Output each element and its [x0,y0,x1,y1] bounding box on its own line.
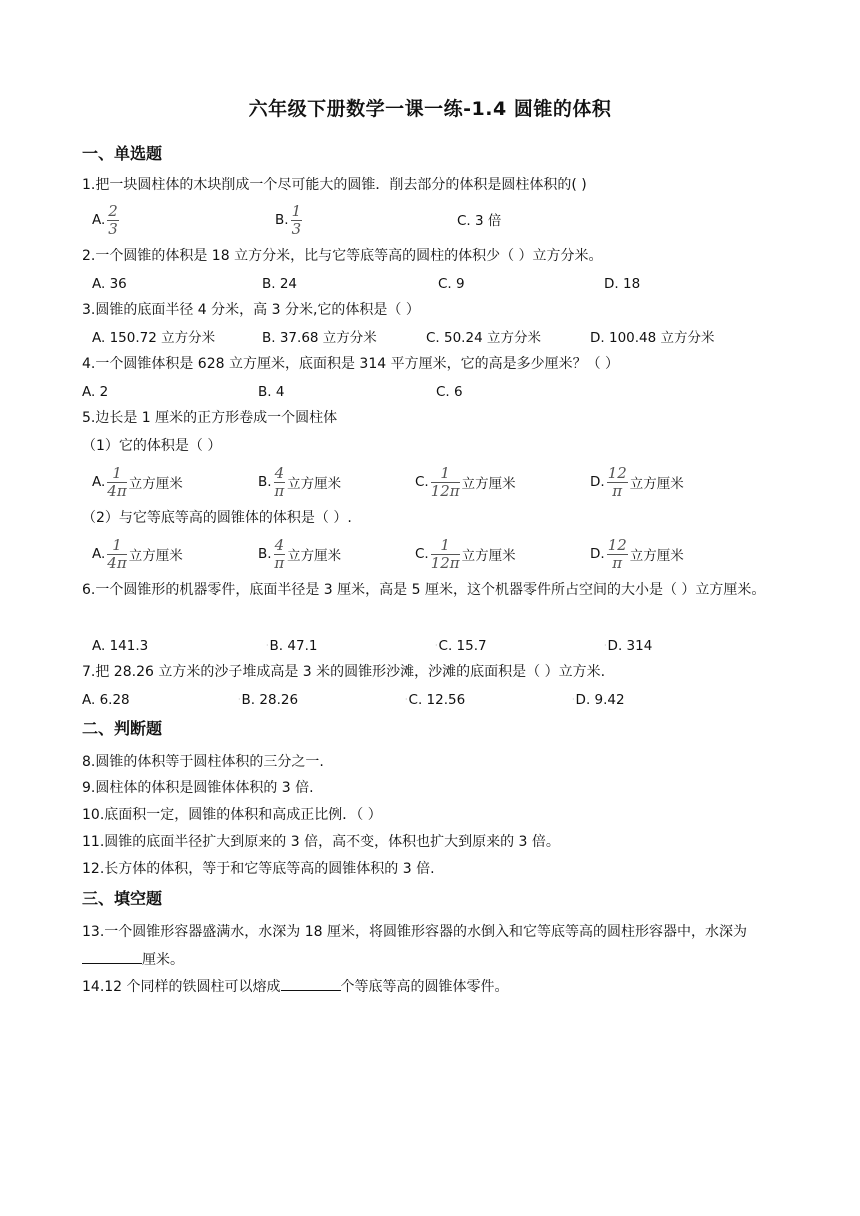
question-1-text: 1.把一块圆柱体的木块削成一个尽可能大的圆锥．削去部分的体积是圆柱体积的( ) [82,177,587,193]
question-6-option-b: ·B. 47.1 [266,638,318,654]
question-7-text: 7.把 28.26 立方米的沙子堆成高是 3 米的圆锥形沙滩，沙滩的底面积是（ ）立方米. [82,664,606,680]
question-7-option-a: A. 6.28 [82,692,130,708]
question-14-text: 14.12 个同样的铁圆柱可以熔成 个等底等高的圆锥体零件。 [82,976,509,997]
question-5-1-option-b: B. $\frac{4}{\pi}$ 立方厘米 [258,463,342,500]
question-4-text: 4.一个圆锥体积是 628 立方厘米，底面积是 314 平方厘米，它的高是多少厘米？（ ） [82,356,620,372]
fraction: $\frac{1}{3}$ [291,201,302,238]
fraction: $\frac{4}{\pi}$ [274,535,285,572]
question-5-2-option-c: C. $\frac{1}{12\pi}$ 立方厘米 [415,535,516,572]
bullet-dot-icon: · [238,695,241,704]
bullet-dot-icon: · [435,641,438,650]
question-3-option-c: C. 50.24 立方分米 [426,330,541,346]
answer-blank[interactable] [281,976,341,991]
question-5-2-option-b: B. $\frac{4}{\pi}$ 立方厘米 [258,535,342,572]
question-2-option-a: A. 36 [92,276,127,292]
question-4-option-b: B. 4 [258,384,285,400]
question-2-option-d: D. 18 [604,276,641,292]
question-1-option-a: A. $\frac{2}{3}$ [92,201,118,238]
question-6-option-c: ·C. 15.7 [435,638,487,654]
question-3-option-a: A. 150.72 立方分米 [92,330,216,346]
section-heading-fill-in: 三、填空题 [82,889,163,908]
question-6-option-a: A. 141.3 [92,638,149,654]
question-3-option-b: B. 37.68 立方分米 [262,330,377,346]
question-7-option-d: ·D. 9.42 [572,692,625,708]
question-7-option-c: ·C. 12.56 [405,692,466,708]
question-3-text: 3.圆锥的底面半径 4 分米，高 3 分米,它的体积是（ ） [82,302,420,318]
question-5-1-option-a: A. $\frac{1}{4\pi}$ 立方厘米 [92,463,183,500]
question-2-option-b: B. 24 [262,276,298,292]
question-6-option-d: ·D. 314 [604,638,653,654]
fraction: $\frac{2}{3}$ [108,201,118,238]
question-7-option-b: ·B. 28.26 [238,692,299,708]
section-heading-single-choice: 一、单选题 [82,144,163,163]
bullet-dot-icon: · [604,641,607,650]
fraction: $\frac{4}{\pi}$ [274,463,285,500]
bullet-dot-icon: · [572,695,575,704]
question-1-option-c: C. 3 倍 [457,213,502,229]
question-11-text: 11.圆锥的底面半径扩大到原来的 3 倍，高不变，体积也扩大到原来的 3 倍。 [82,834,560,850]
question-13-text: 13.一个圆锥形容器盛满水，水深为 18 厘米，将圆锥形容器的水倒入和它等底等高的圆柱形容器中，水深为厘米。 [82,924,747,968]
question-4-option-a: A. 2 [82,384,109,400]
bullet-dot-icon: · [266,641,269,650]
fraction: $\frac{1}{12\pi}$ [430,535,460,572]
question-2-option-c: C. 9 [438,276,465,292]
question-5-1-option-c: C. $\frac{1}{12\pi}$ 立方厘米 [415,463,516,500]
fraction: $\frac{12}{\pi}$ [607,535,627,572]
question-9-text: 9.圆柱体的体积是圆锥体体积的 3 倍. [82,780,314,796]
fraction: $\frac{1}{4\pi}$ [107,535,127,572]
question-12-text: 12.长方体的体积，等于和它等底等高的圆锥体积的 3 倍. [82,861,435,877]
bullet-dot-icon: · [405,695,408,704]
question-5-2-option-a: A. $\frac{1}{4\pi}$ 立方厘米 [92,535,183,572]
section-heading-true-false: 二、判断题 [82,719,163,738]
question-5-sub-1: （1）它的体积是（ ） [82,438,222,454]
question-6-text: 6.一个圆锥形的机器零件，底面半径是 3 厘米，高是 5 厘米，这个机器零件所占空间的大小是（ ）立方厘米。 [82,582,766,598]
fraction: $\frac{1}{4\pi}$ [107,463,127,500]
question-8-text: 8.圆锥的体积等于圆柱体积的三分之一. [82,754,324,770]
question-3-option-d: D. 100.48 立方分米 [590,330,715,346]
question-5-2-option-d: D. $\frac{12}{\pi}$ 立方厘米 [590,535,684,572]
page-title: 六年级下册数学一课一练-1.4 圆锥的体积 [248,98,612,120]
question-5-sub-2: （2）与它等底等高的圆锥体的体积是（ ）. [82,510,352,526]
question-10-text: 10.底面积一定，圆锥的体积和高成正比例．（ ） [82,807,382,823]
question-5-1-option-d: D. $\frac{12}{\pi}$ 立方厘米 [590,463,684,500]
question-1-option-b: B. $\frac{1}{3}$ [275,201,302,238]
fraction: $\frac{12}{\pi}$ [607,463,627,500]
answer-blank[interactable] [82,949,142,964]
question-2-text: 2.一个圆锥的体积是 18 立方分米，比与它等底等高的圆柱的体积少（ ）立方分米。 [82,248,603,264]
fraction: $\frac{1}{12\pi}$ [430,463,460,500]
question-4-option-c: C. 6 [436,384,463,400]
question-5-text: 5.边长是 1 厘米的正方形卷成一个圆柱体 [82,410,338,426]
